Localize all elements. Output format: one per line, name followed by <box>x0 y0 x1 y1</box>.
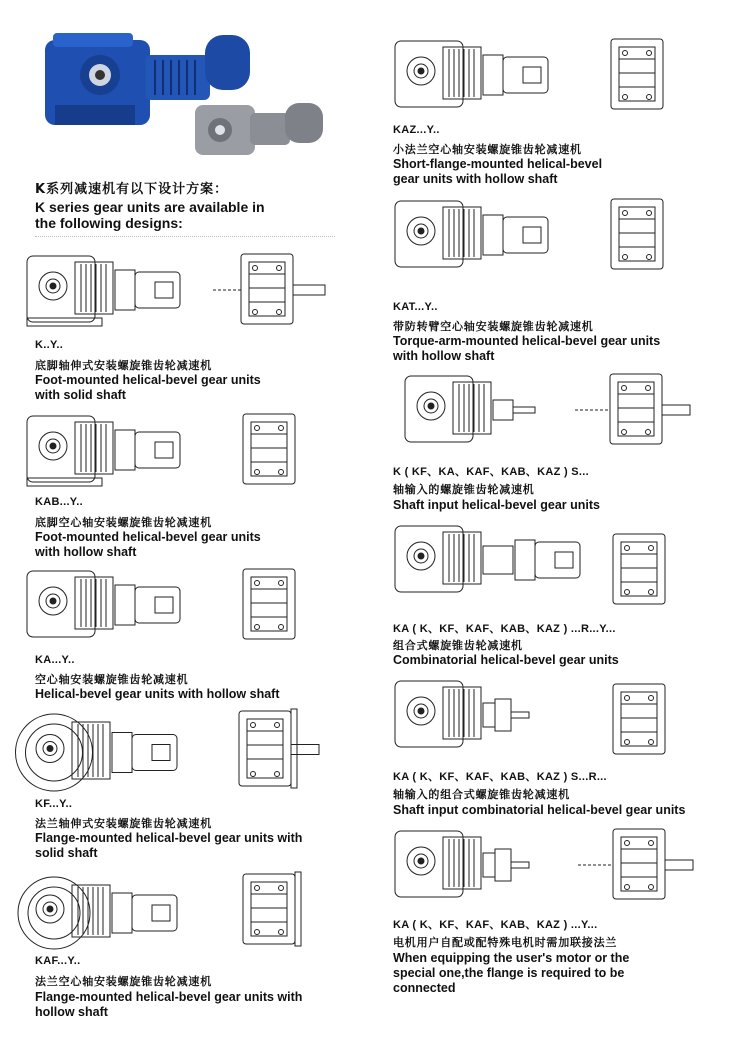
side-view-drawing <box>393 195 568 275</box>
design-name-cn: 底脚空心轴安装螺旋锥齿轮减速机 <box>35 516 212 529</box>
design-desc-line-1: Shaft input helical-bevel gear units <box>393 498 600 512</box>
design-desc-line-2: with hollow shaft <box>393 349 495 363</box>
design-code: KAB...Y.. <box>35 496 83 508</box>
side-view-drawing <box>25 250 200 330</box>
design-desc-line-1: Combinatorial helical-bevel gear units <box>393 653 619 667</box>
front-view-drawing <box>235 870 330 950</box>
side-view-drawing <box>393 675 568 755</box>
design-desc-line-1: Short-flange-mounted helical-bevel <box>393 157 603 171</box>
design-desc-line-1: Foot-mounted helical-bevel gear units <box>35 373 261 387</box>
front-view-drawing <box>213 250 308 330</box>
side-view-drawing <box>25 565 200 645</box>
design-desc-line-1: Flange-mounted helical-bevel gear units with <box>35 831 303 845</box>
design-desc-line-1: Foot-mounted helical-bevel gear units <box>35 530 261 544</box>
design-name-cn: 法兰空心轴安装螺旋锥齿轮减速机 <box>35 975 212 988</box>
front-view-drawing <box>575 370 670 450</box>
side-view-drawing <box>22 710 197 795</box>
design-desc-line-1: Flange-mounted helical-bevel gear units with <box>35 990 303 1004</box>
side-view-drawing <box>393 35 568 115</box>
design-code: KA...Y.. <box>35 654 75 666</box>
design-name-cn: 轴输入的组合式螺旋锥齿轮减速机 <box>393 788 570 801</box>
design-code: K ( KF、KA、KAF、KAB、KAZ ) S... <box>393 466 589 478</box>
design-desc-line-1: Helical-bevel gear units with hollow shaft <box>35 687 280 701</box>
design-desc-line-2: with hollow shaft <box>35 545 137 559</box>
grey-gear-unit-photo <box>195 103 323 155</box>
design-name-cn: 法兰轴伸式安装螺旋锥齿轮减速机 <box>35 817 212 830</box>
design-code: KAZ...Y.. <box>393 124 440 136</box>
design-desc-line-2: hollow shaft <box>35 1005 108 1019</box>
design-desc-line-3: connected <box>393 981 456 995</box>
design-name-cn: 组合式螺旋锥齿轮减速机 <box>393 639 523 652</box>
design-name-cn: 带防转臂空心轴安装螺旋锥齿轮减速机 <box>393 320 594 333</box>
design-code: K..Y.. <box>35 339 64 351</box>
design-code: KAF...Y.. <box>35 955 81 967</box>
product-photo <box>35 25 335 160</box>
design-name-cn: 轴输入的螺旋锥齿轮减速机 <box>393 483 535 496</box>
design-desc-line-2: solid shaft <box>35 846 98 860</box>
front-view-drawing <box>578 825 673 905</box>
design-code: KA ( K、KF、KAF、KAB、KAZ ) S...R... <box>393 771 607 783</box>
design-desc-line-2: special one,the flange is required to be <box>393 966 625 980</box>
side-view-drawing <box>393 825 553 905</box>
design-desc-line-1: Torque-arm-mounted helical-bevel gear units <box>393 334 661 348</box>
design-name-cn: 空心轴安装螺旋锥齿轮减速机 <box>35 673 189 686</box>
front-view-drawing <box>603 195 698 275</box>
design-code: KA ( K、KF、KAF、KAB、KAZ ) ...Y... <box>393 919 598 931</box>
intro-line-2: the following designs: <box>35 215 183 231</box>
design-desc-line-2: with solid shaft <box>35 388 126 402</box>
design-desc-line-2: gear units with hollow shaft <box>393 172 558 186</box>
design-desc-line-1: Shaft input combinatorial helical-bevel gear units <box>393 803 686 817</box>
front-view-drawing <box>235 410 330 490</box>
design-desc-line-1: When equipping the user's motor or the <box>393 951 630 965</box>
front-view-drawing <box>225 707 320 792</box>
design-name-cn: 底脚轴伸式安装螺旋锥齿轮减速机 <box>35 359 212 372</box>
intro-divider <box>35 236 335 237</box>
intro-line-1: K series gear units are available in <box>35 199 265 215</box>
front-view-drawing <box>235 565 330 645</box>
side-view-drawing <box>25 410 200 490</box>
side-view-drawing <box>22 873 197 953</box>
design-code: KAT...Y.. <box>393 301 438 313</box>
side-view-drawing <box>403 370 578 450</box>
front-view-drawing <box>603 35 698 115</box>
side-view-drawing <box>393 520 593 600</box>
intro-title-cn: K系列减速机有以下设计方案： <box>35 182 229 197</box>
design-code: KA ( K、KF、KAF、KAB、KAZ ) ...R...Y... <box>393 623 616 635</box>
front-view-drawing <box>605 530 700 610</box>
design-code: KF...Y.. <box>35 798 73 810</box>
front-view-drawing <box>605 680 700 760</box>
design-name-cn: 小法兰空心轴安装螺旋锥齿轮减速机 <box>393 143 582 156</box>
design-name-cn: 电机用户自配或配特殊电机时需加联接法兰 <box>393 936 618 949</box>
